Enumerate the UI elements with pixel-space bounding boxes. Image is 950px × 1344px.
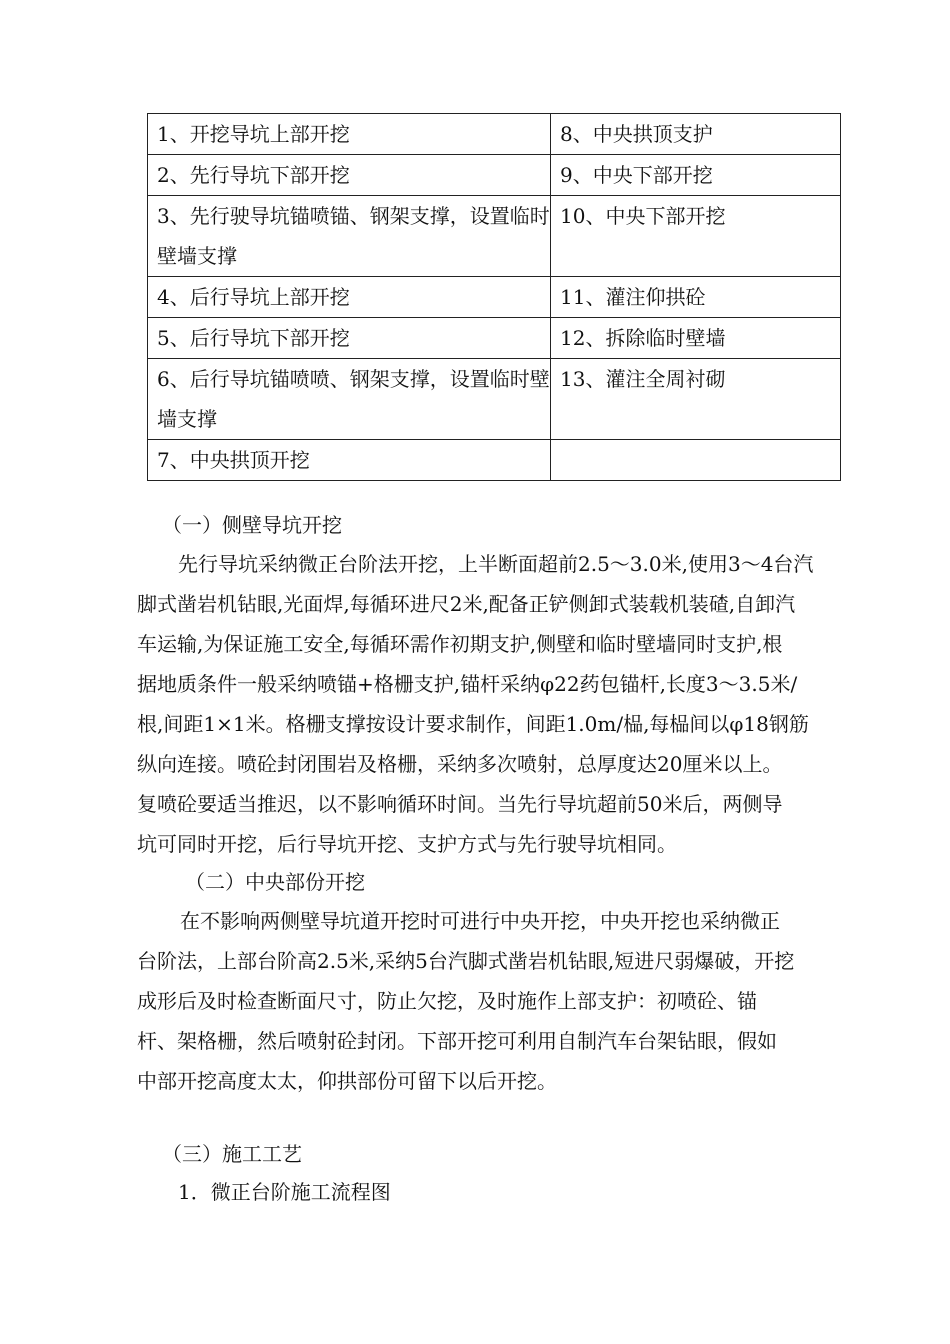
paragraph-line: 脚式凿岩机钻眼,光面焊,每循环进尺2米,配备正铲侧卸式装载机装碴,自卸汽 bbox=[137, 592, 796, 616]
paragraph-line: 纵向连接。喷砼封闭围岩及格栅，采纳多次喷射，总厚度达20厘米以上。 bbox=[137, 752, 783, 776]
paragraph-line: 复喷砼要适当推迟，以不影响循环时间。当先行导坑超前50米后，两侧导 bbox=[137, 792, 783, 816]
table-row bbox=[148, 359, 841, 440]
table-cell: 5、后行导坑下部开挖 bbox=[148, 318, 551, 359]
table-row bbox=[148, 114, 841, 155]
paragraph-line: 坑可同时开挖，后行导坑开挖、支护方式与先行驶导坑相同。 bbox=[137, 832, 677, 856]
table-cell: 1、开挖导坑上部开挖 bbox=[148, 114, 551, 155]
table-cell: 3、先行驶导坑锚喷锚、钢架支撑，设置临时壁墙支撑 bbox=[148, 196, 551, 277]
table-cell: 10、中央下部开挖 bbox=[551, 196, 841, 277]
paragraph-line: 在不影响两侧壁导坑道开挖时可进行中央开挖，中央开挖也采纳微正 bbox=[180, 909, 780, 933]
table-cell: 13、灌注全周衬砌 bbox=[551, 359, 841, 440]
paragraph-line: 据地质条件一般采纳喷锚+格栅支护,锚杆采纳φ22药包锚杆,长度3～3.5米/ bbox=[137, 672, 798, 696]
table-row bbox=[148, 318, 841, 359]
table-cell: 7、中央拱顶开挖 bbox=[148, 440, 551, 481]
paragraph-line: 杆、架格栅，然后喷射砼封闭。下部开挖可利用自制汽车台架钻眼，假如 bbox=[137, 1029, 777, 1053]
table-cell: 2、先行导坑下部开挖 bbox=[148, 155, 551, 196]
section-heading-central: （二）中央部份开挖 bbox=[185, 870, 365, 894]
paragraph-line: 成形后及时检查断面尺寸，防止欠挖，及时施作上部支护：初喷砼、锚 bbox=[137, 989, 757, 1013]
table-row bbox=[148, 277, 841, 318]
construction-steps-table bbox=[147, 113, 841, 481]
table-cell: 8、中央拱顶支护 bbox=[551, 114, 841, 155]
flowchart-subheading: 1．微正台阶施工流程图 bbox=[178, 1180, 391, 1204]
table-row bbox=[148, 440, 841, 481]
paragraph-line: 根,间距1×1米。格栅支撑按设计要求制作，间距1.0m/榀,每榀间以φ18钢筋 bbox=[137, 712, 809, 736]
paragraph-line: 先行导坑采纳微正台阶法开挖，上半断面超前2.5～3.0米,使用3～4台汽 bbox=[178, 552, 814, 576]
section-heading-process: （三）施工工艺 bbox=[162, 1142, 302, 1166]
table-cell: 12、拆除临时壁墙 bbox=[551, 318, 841, 359]
table-row bbox=[148, 155, 841, 196]
table-cell bbox=[551, 440, 841, 481]
table-row bbox=[148, 196, 841, 277]
paragraph-line: 车运输,为保证施工安全,每循环需作初期支护,侧壁和临时壁墙同时支护,根 bbox=[137, 632, 783, 656]
paragraph-line: 台阶法，上部台阶高2.5米,采纳5台汽脚式凿岩机钻眼,短进尺弱爆破，开挖 bbox=[137, 949, 795, 973]
table-cell: 4、后行导坑上部开挖 bbox=[148, 277, 551, 318]
section-heading-side-wall: （一）侧壁导坑开挖 bbox=[162, 513, 342, 537]
table-cell: 9、中央下部开挖 bbox=[551, 155, 841, 196]
paragraph-line: 中部开挖高度太太，仰拱部份可留下以后开挖。 bbox=[137, 1069, 557, 1093]
table-cell: 6、后行导坑锚喷喷、钢架支撑，设置临时壁墙支撑 bbox=[148, 359, 551, 440]
table-cell: 11、灌注仰拱砼 bbox=[551, 277, 841, 318]
